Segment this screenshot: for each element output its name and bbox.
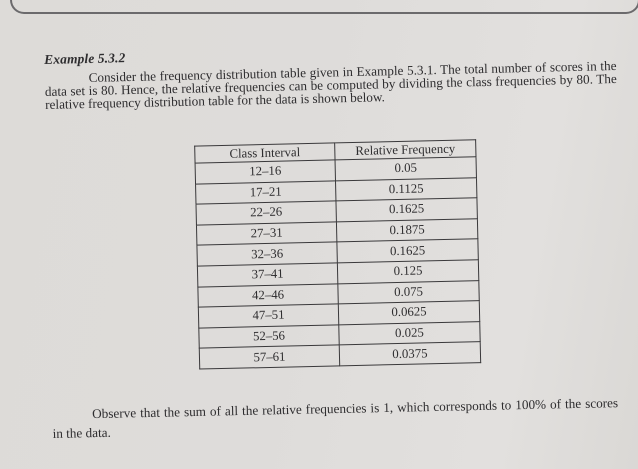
relative-frequency-cell: 0.1625 xyxy=(336,198,477,222)
observation-paragraph: Observe that the sum of all the relative frequencies is 1, which corresponds to 100% of the scores in the data. xyxy=(52,395,619,441)
column-header-relative-frequency: Relative Frequency xyxy=(335,140,476,160)
relative-frequency-cell: 0.0625 xyxy=(338,301,479,325)
example-section xyxy=(44,39,625,364)
class-interval-cell: 12–16 xyxy=(195,160,335,184)
class-interval-cell: 47–51 xyxy=(198,304,338,328)
observation-section xyxy=(52,393,633,443)
relative-frequency-cell: 0.1625 xyxy=(337,239,478,263)
column-header-class-interval: Class Interval xyxy=(195,143,335,163)
class-interval-cell: 42–46 xyxy=(198,283,338,307)
relative-frequency-cell: 0.025 xyxy=(339,321,480,345)
relative-frequency-cell: 0.0375 xyxy=(339,342,480,366)
class-interval-cell: 37–41 xyxy=(197,263,337,287)
class-interval-cell: 32–36 xyxy=(197,242,337,266)
relative-frequency-cell: 0.1875 xyxy=(336,218,477,242)
relative-frequency-cell: 0.125 xyxy=(337,260,478,284)
relative-frequency-cell: 0.05 xyxy=(335,157,476,181)
relative-frequency-cell: 0.075 xyxy=(338,280,479,304)
class-interval-cell: 17–21 xyxy=(196,181,336,205)
class-interval-cell: 57–61 xyxy=(199,345,339,369)
example-paragraph: Consider the frequency distribution table given in Example 5.3.1. The total number of scores in the data set is 80. Hence, the relative frequencies can be computed by dividing the class frequencies by 80. The relative frequency distribution table for the data is shown below. xyxy=(44,58,617,112)
class-interval-cell: 27–31 xyxy=(196,222,336,246)
page-top-border xyxy=(10,0,638,14)
example-heading: Example 5.3.2 xyxy=(44,50,126,67)
relative-frequency-cell: 0.1125 xyxy=(335,177,476,201)
relative-frequency-table xyxy=(194,139,481,369)
class-interval-cell: 52–56 xyxy=(199,325,339,349)
class-interval-cell: 22–26 xyxy=(196,201,336,225)
